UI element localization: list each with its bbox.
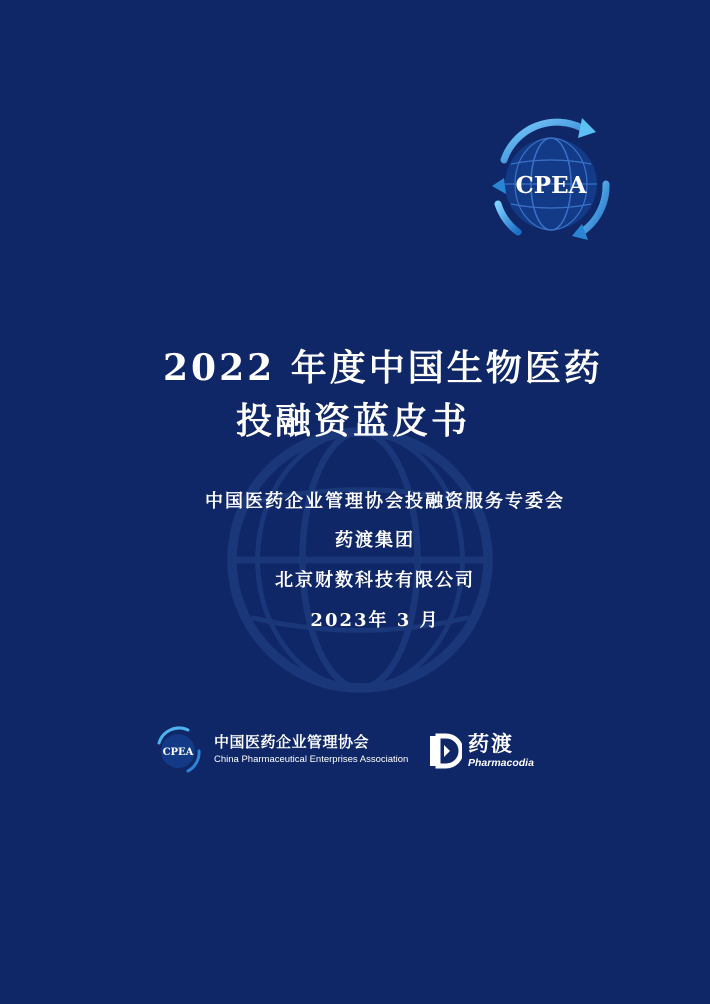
pharmacodia-name-cn: 药渡 <box>468 732 514 756</box>
pharmacodia-name-en: Pharmacodia <box>468 757 534 769</box>
publication-date: 2023年 3 月 <box>310 610 440 631</box>
organization-2: 药渡集团 <box>335 530 415 551</box>
association-name-cn: 中国医药企业管理协会 <box>214 733 370 751</box>
pharmacodia-icon <box>428 733 462 769</box>
organization-1: 中国医药企业管理协会投融资服务专委会 <box>205 491 565 512</box>
globe-watermark <box>200 400 520 720</box>
title-line-2: 投融资蓝皮书 <box>236 400 471 442</box>
cpea-logo-text: CPEA <box>515 172 587 199</box>
organization-3: 北京财数科技有限公司 <box>275 570 475 591</box>
cpea-small-logo <box>150 723 206 779</box>
cpea-small-text: CPEA <box>162 747 194 758</box>
cpea-logo <box>478 112 624 252</box>
title-line-1: 2022 年度中国生物医药 <box>163 347 603 389</box>
footer-logos <box>150 723 570 779</box>
association-name-en: China Pharmaceutical Enterprises Association <box>214 754 409 765</box>
